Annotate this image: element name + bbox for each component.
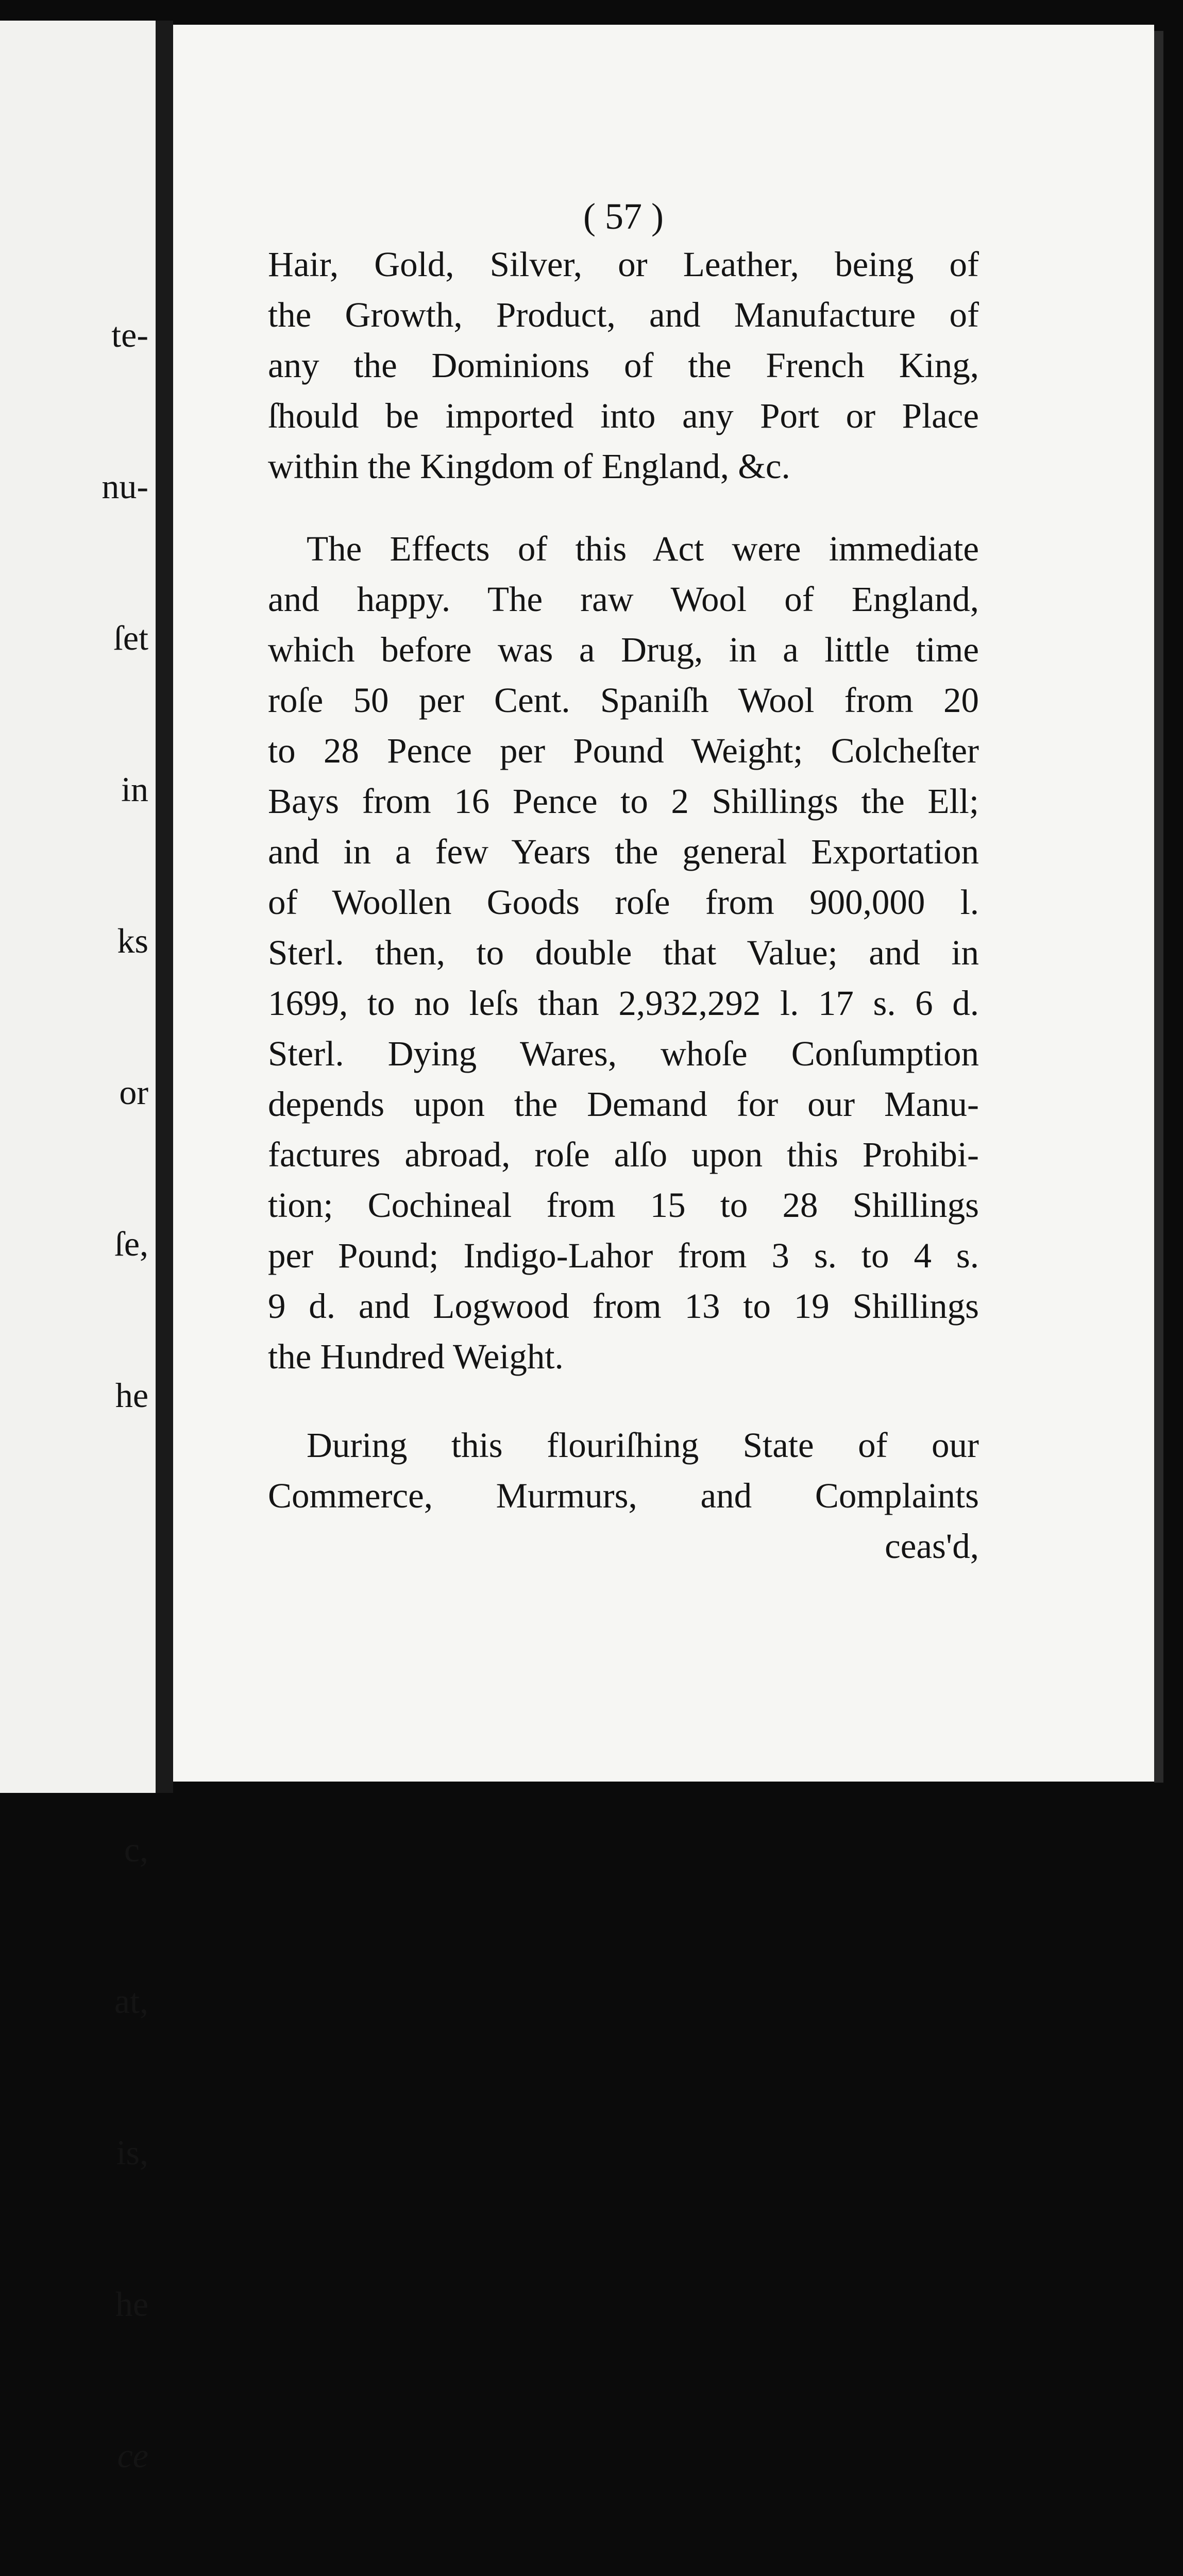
text-line: within the Kingdom of England, &c.	[268, 447, 790, 486]
text-line: and happy. The raw Wool of England,	[268, 580, 979, 619]
text-line: any the Dominions of the French King,	[268, 346, 979, 385]
text-line: and in a few Years the general Exportation	[268, 832, 979, 871]
text-line: 1699, to no leſs than 2,932,292 l. 17 s. 6 d.	[268, 984, 979, 1023]
text-line: factures abroad, roſe alſo upon this Prohibi-	[268, 1135, 979, 1174]
text-line: roſe 50 per Cent. Spaniſh Wool from 20	[268, 681, 979, 720]
text-line: Bays from 16 Pence to 2 Shillings the Ell;	[268, 782, 979, 821]
text-line: the Growth, Product, and Manufacture of	[268, 295, 979, 334]
catchword: ceas'd,	[885, 1527, 979, 1566]
fragment-line: c,	[124, 1830, 148, 1869]
fragment-line: or	[119, 1073, 148, 1112]
text-line: of Woollen Goods roſe from 900,000 l.	[268, 883, 979, 922]
text-line: ſhould be imported into any Port or Place	[268, 396, 979, 435]
text-line: During this flouriſhing State of our	[307, 1426, 979, 1465]
fragment-line: ks	[117, 921, 148, 960]
paragraph-2	[268, 523, 979, 1382]
text-line: The Effects of this Act were immediate	[307, 529, 979, 568]
text-line: Sterl. Dying Wares, whoſe Conſumption	[268, 1034, 979, 1073]
text-line: tion; Cochineal from 15 to 28 Shillings	[268, 1185, 979, 1225]
text-line: to 28 Pence per Pound Weight; Colcheſter	[268, 731, 979, 770]
paragraph-gap	[268, 1382, 979, 1420]
fragment-line: nu-	[102, 467, 148, 506]
fragment-line: te-	[111, 315, 148, 354]
text-line: Hair, Gold, Silver, or Leather, being of	[268, 245, 979, 284]
book-gutter	[156, 21, 173, 1793]
facing-page-text-fragments	[102, 209, 148, 2576]
text-line: Sterl. then, to double that Value; and in	[268, 933, 979, 972]
text-line: depends upon the Demand for our Manu-	[268, 1084, 979, 1124]
page-number: ( 57 )	[583, 196, 664, 237]
page-text	[268, 191, 979, 1571]
fragment-line: ce	[117, 2436, 148, 2475]
text-line: per Pound; Indigo-Lahor from 3 s. to 4 s.	[268, 1236, 979, 1275]
fragment-line: is,	[116, 2133, 148, 2172]
text-line: the Hundred Weight.	[268, 1337, 564, 1376]
text-line: Commerce, Murmurs, and Complaints	[268, 1476, 979, 1515]
paragraph-1	[268, 239, 979, 492]
fragment-line: he	[115, 2284, 148, 2324]
fragment-line	[102, 1521, 148, 1572]
facing-page-left	[0, 21, 156, 2475]
fragment-line	[102, 1673, 148, 1723]
fragment-line: ſe,	[114, 1224, 148, 1263]
fragment-line: at,	[114, 1981, 148, 2021]
text-line: 9 d. and Logwood from 13 to 19 Shillings	[268, 1286, 979, 1326]
text-line: which before was a Drug, in a little time	[268, 630, 979, 669]
fragment-line: in	[121, 770, 148, 809]
fragment-line: ſet	[113, 618, 148, 657]
page-edge	[1154, 31, 1163, 1783]
paragraph-gap	[268, 492, 979, 523]
fragment-line: he	[115, 1376, 148, 1415]
paragraph-3	[268, 1420, 979, 1521]
